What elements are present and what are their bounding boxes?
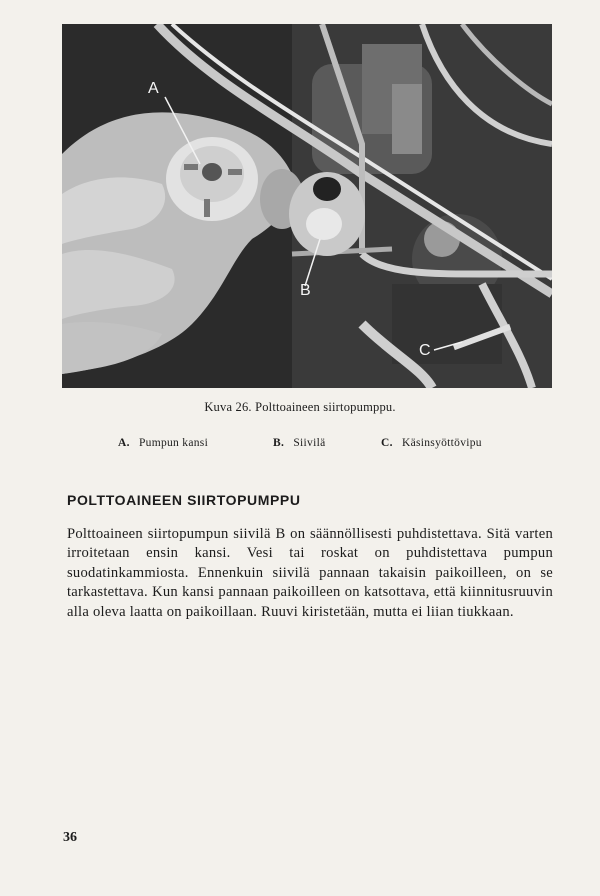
legend-text-c: Käsinsyöttövipu	[401, 437, 482, 449]
label-b: B	[300, 282, 311, 299]
legend-item-b	[273, 437, 325, 449]
page-number: 36	[63, 830, 77, 845]
legend-text-a: Pumpun kansi	[138, 437, 209, 449]
label-a: A	[148, 80, 159, 97]
section-heading: POLTTOAINEEN SIIRTOPUMPPU	[67, 492, 301, 508]
legend-key-b: B.	[273, 437, 285, 449]
legend-key-a: A.	[118, 437, 130, 449]
section-body	[67, 525, 553, 622]
legend-text-b: Siivilä	[293, 437, 326, 449]
legend-key-c: C.	[381, 437, 393, 449]
label-c: C	[419, 342, 431, 359]
body-paragraph: Polttoaineen siirtopumpun siivilä B on säännöllisesti puhdistettava. Sitä varten irroitetaan ensin kansi. Vesi tai roskat on puhdistettava pumpun suodatinkammiosta. Ennenkuin siivilä pannaan takaisin paikoilleen, on se tarkastettava. Kun kansi pannaan paikoilleen on katsottava, että kiinnitusruuvin alla oleva laatta on paikoillaan. Ruuvi kiristetään, mutta ei liian tiukkaan.	[67, 526, 553, 620]
legend-item-c	[381, 437, 482, 449]
legend-item-a	[118, 437, 208, 449]
figure-photo	[62, 24, 552, 388]
figure-caption: Kuva 26. Polttoaineen siirtopumppu.	[204, 400, 396, 414]
fuel-pump-photo-illustration	[62, 24, 552, 388]
